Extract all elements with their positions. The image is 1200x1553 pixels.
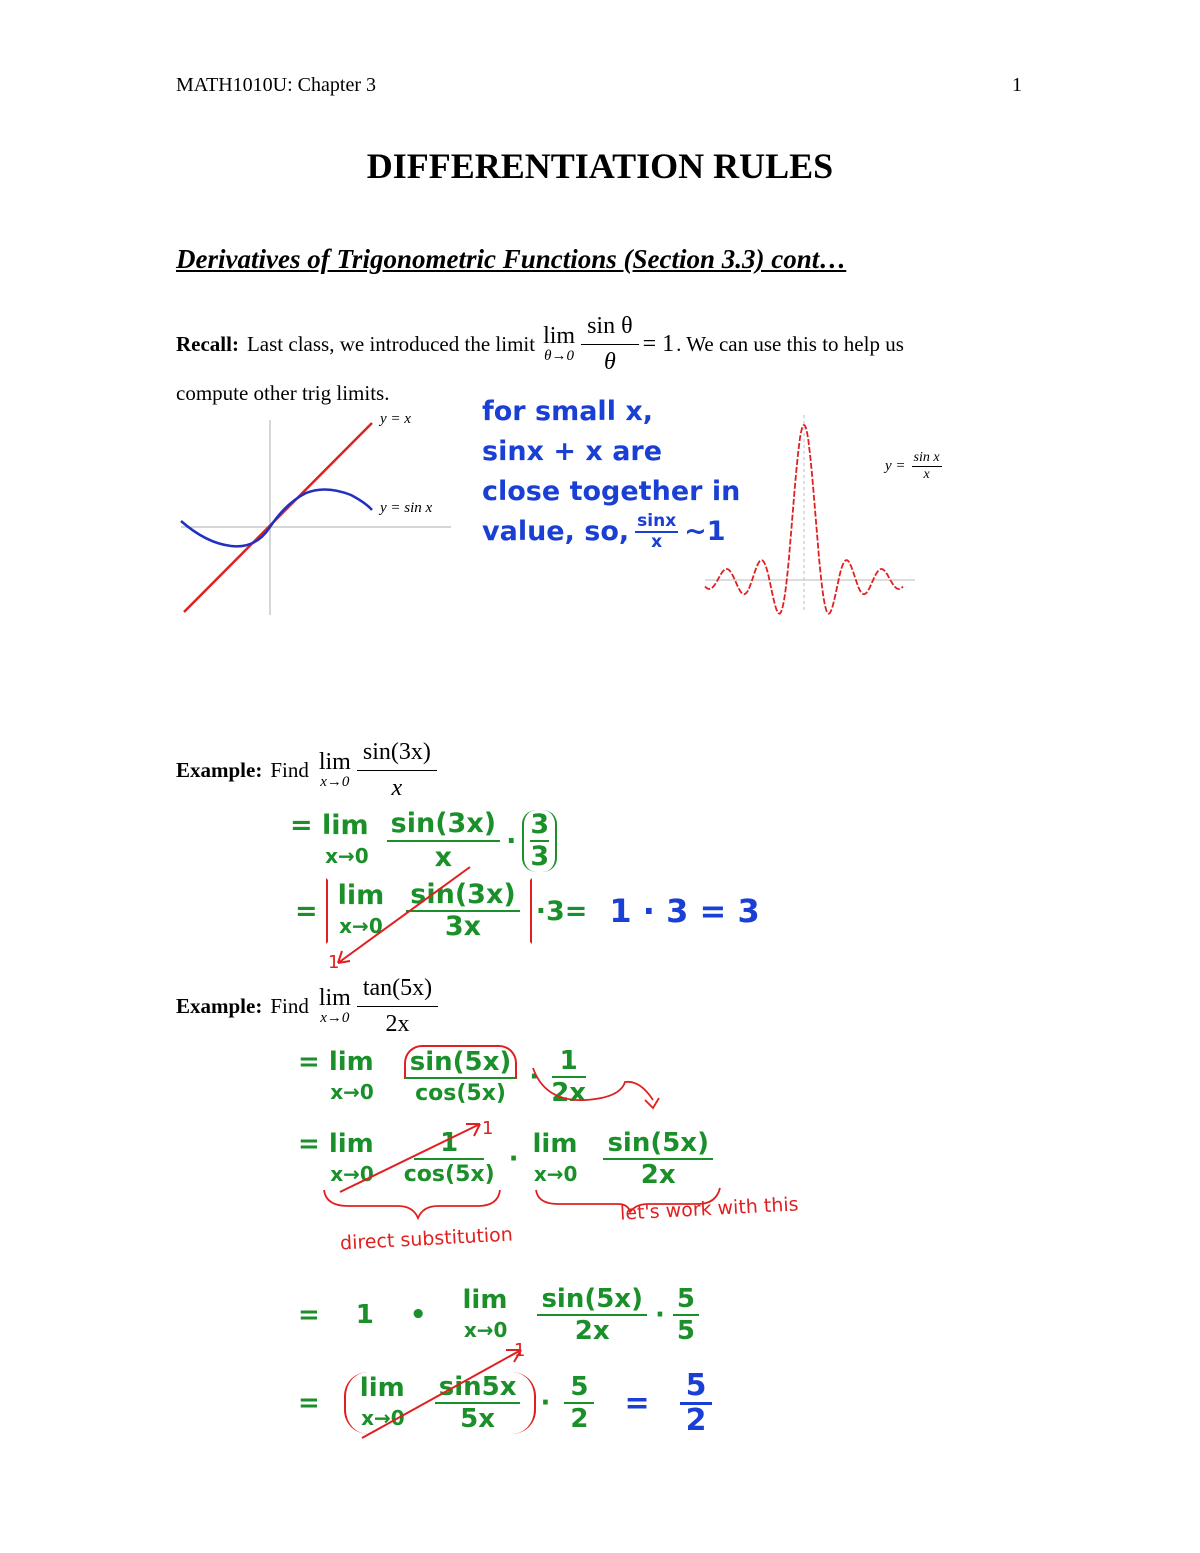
example-2-prompt xyxy=(176,966,438,1046)
step-fraction-2-num: 5 xyxy=(564,1372,594,1404)
step-lim-word: = lim xyxy=(298,1129,374,1159)
step-fraction-den: 5x xyxy=(460,1404,496,1434)
fraction-numerator: sin(3x) xyxy=(357,739,437,771)
step-fraction-num: sin(5x) xyxy=(537,1284,647,1316)
ex2-cancel-one-2: 1 xyxy=(514,1340,526,1361)
step-lim-word: lim xyxy=(462,1285,508,1315)
step-lim-word: = lim xyxy=(298,1047,374,1077)
step-fraction-2 xyxy=(564,1372,594,1434)
annotation-lets-work-with-this: let's work with this xyxy=(619,1193,800,1225)
step-fraction-num: sin(3x) xyxy=(387,808,500,842)
recall-text-2: . We can use this to help us xyxy=(676,331,904,356)
step-dot-2: · xyxy=(654,1300,665,1330)
step-one: 1 xyxy=(355,1300,374,1330)
step-dot: • xyxy=(409,1300,427,1330)
ex1-cancel-arrow xyxy=(320,865,480,975)
ex1-cancel-one: 1 xyxy=(328,952,340,973)
example-2-label: Example: xyxy=(176,993,263,1018)
page-number: 1 xyxy=(1012,74,1022,96)
example-1-fraction xyxy=(357,739,437,802)
step-green-fraction xyxy=(522,810,557,872)
fraction-numerator: sin θ xyxy=(581,313,639,345)
recall-equals: = 1 xyxy=(642,330,675,357)
step-fraction-num: sin(3x) xyxy=(406,880,519,912)
step-fraction-num: 1 xyxy=(414,1128,484,1160)
fraction-denominator: x xyxy=(391,774,403,801)
step-fraction xyxy=(404,1045,518,1109)
recall-label: Recall: xyxy=(176,331,239,356)
step-answer-num: 5 xyxy=(680,1370,713,1405)
step-lim-sub: x→0 xyxy=(330,1080,374,1104)
step-equals-2: = xyxy=(624,1385,650,1421)
recall-text-1: Last class, we introduced the limit xyxy=(246,331,536,356)
step-dot: · xyxy=(540,1388,551,1418)
note-line-3: close together in xyxy=(482,476,741,507)
step-lim xyxy=(298,1047,374,1107)
step-equals: = xyxy=(298,1300,320,1330)
graph-x-vs-sinx xyxy=(176,415,456,620)
step-fraction-2-den: 2 xyxy=(570,1404,589,1434)
ex2-cancel-arrow-2 xyxy=(356,1346,536,1446)
example-2-step-3 xyxy=(298,1280,699,1350)
step-green-den: 3 xyxy=(530,841,550,872)
step-lim-sub: x→0 xyxy=(463,1318,508,1342)
step-lim xyxy=(463,1285,508,1345)
page-title: DIFFERENTIATION RULES xyxy=(366,146,834,186)
note-line-1: for small x, xyxy=(482,396,654,427)
recall-text-3: compute other trig limits. xyxy=(176,381,390,405)
step-fraction xyxy=(537,1284,647,1346)
step-lim-sub: x→0 xyxy=(330,1162,374,1186)
step-fraction-num: sin5x xyxy=(435,1372,521,1404)
label-y-equals-x: y = x xyxy=(380,411,411,427)
step-fraction-den: 2x xyxy=(574,1316,610,1346)
lim-word: lim xyxy=(318,749,351,775)
note-line-4-text: value, so, xyxy=(482,516,630,547)
step-green-den: 5 xyxy=(676,1316,695,1346)
step-dot: · xyxy=(506,825,517,857)
note-fraction-den: x xyxy=(651,532,663,552)
example-1-label: Example: xyxy=(176,757,263,782)
example-1-limit xyxy=(319,750,351,790)
lim-subscript: x→0 xyxy=(320,774,350,790)
lim-subscript: x→0 xyxy=(320,1010,350,1026)
step-green-fraction xyxy=(673,1284,699,1346)
recall-fraction xyxy=(581,313,639,376)
step-lim-sub: x→0 xyxy=(361,1406,405,1430)
step-lim-word: lim xyxy=(337,880,385,911)
ex2-cancel-one-1: 1 xyxy=(482,1118,494,1139)
ex2-move-arrow xyxy=(525,1060,670,1110)
curve-sin-x xyxy=(181,489,372,546)
example-2-limit xyxy=(319,986,351,1026)
step-fraction-den: 3x xyxy=(444,911,482,942)
recall-line xyxy=(176,308,904,380)
step-fraction-2 xyxy=(603,1128,713,1190)
step-fraction-2-den: 2x xyxy=(640,1160,676,1190)
step-fraction-den: x xyxy=(434,842,453,873)
step-fraction-2-num: sin(5x) xyxy=(603,1128,713,1160)
step-lim-2-sub: x→0 xyxy=(533,1162,578,1186)
step-dot: · xyxy=(508,1144,519,1174)
step-lim xyxy=(290,811,369,871)
note-tail: ~1 xyxy=(684,516,726,547)
step-fraction-2-num: 1 xyxy=(552,1046,586,1078)
step-lim-2 xyxy=(533,1129,578,1189)
label-sinc xyxy=(885,450,942,483)
step-fraction-num: sin(5x) xyxy=(404,1045,518,1079)
graph-sinc xyxy=(700,410,920,615)
step-answer-fraction xyxy=(680,1367,713,1438)
step-fraction-2-den: 2x xyxy=(551,1078,587,1108)
step-dot: · xyxy=(529,1062,540,1092)
step-answer-den: 2 xyxy=(685,1402,707,1438)
lim-word: lim xyxy=(318,985,351,1011)
lim-subscript: θ→0 xyxy=(544,348,575,364)
step-green-num: 5 xyxy=(673,1284,699,1316)
step-equals: = xyxy=(298,1388,320,1418)
step-fraction-den: cos(5x) xyxy=(403,1162,495,1187)
lim-word: lim xyxy=(543,323,576,349)
label-sinc-den: x xyxy=(923,467,930,482)
label-sinc-num: sin x xyxy=(913,450,940,465)
step-lim-word: lim xyxy=(359,1373,405,1403)
note-line-2: sinx + x are xyxy=(482,436,663,467)
step-lim-sub: x→0 xyxy=(339,914,383,938)
fraction-denominator: θ xyxy=(603,348,616,375)
step-lim-word: = lim xyxy=(290,810,369,841)
example-1-find: Find xyxy=(270,757,309,782)
step-lim-sub: x→0 xyxy=(325,844,369,868)
step-times-three: ·3= xyxy=(535,895,588,927)
step-result: 1 · 3 = 3 xyxy=(609,892,760,930)
example-2-find: Find xyxy=(270,993,309,1018)
step-green-num: 3 xyxy=(530,809,550,840)
step-equals: = xyxy=(295,895,318,927)
header-course: MATH1010U: Chapter 3 xyxy=(176,74,376,96)
note-fraction xyxy=(635,512,678,552)
label-sinc-y: y = xyxy=(885,458,906,474)
step-lim-2-word: lim xyxy=(532,1129,578,1159)
recall-limit xyxy=(543,324,575,364)
note-fraction-num: sinx xyxy=(637,511,677,531)
section-subtitle: Derivatives of Trigonometric Functions (Section 3.3) cont… xyxy=(176,244,847,274)
label-y-equals-sinx: y = sin x xyxy=(380,500,433,516)
annotation-direct-substitution: direct substitution xyxy=(339,1223,514,1255)
example-1-prompt xyxy=(176,730,437,810)
label-sinc-fraction xyxy=(912,450,942,483)
fraction-numerator: tan(5x) xyxy=(357,975,438,1007)
step-fraction-den: cos(5x) xyxy=(415,1081,506,1106)
fraction-denominator: 2x xyxy=(385,1010,410,1037)
example-2-fraction xyxy=(357,975,438,1038)
